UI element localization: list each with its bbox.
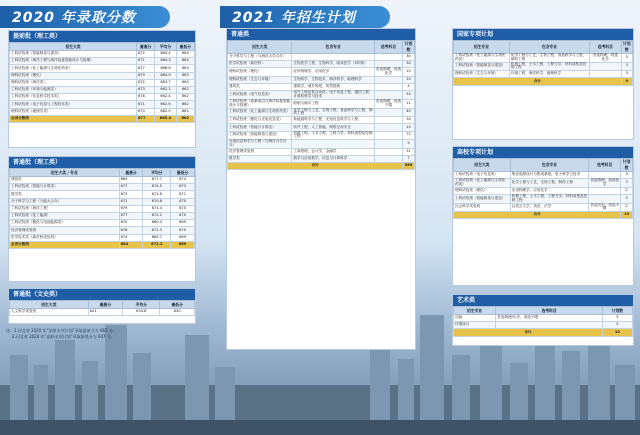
plan-table-general (227, 40, 415, 170)
table-cell (374, 140, 402, 149)
table-cell: 化学工程与工艺，生物工程，食品科学与工程，制药工程 (293, 107, 373, 116)
table-cell: 672.2 (143, 241, 171, 248)
table-cell: 673 (171, 184, 195, 191)
table-row (10, 212, 195, 219)
table-row (10, 51, 195, 58)
table-cell: 首选物理，再选化学 (590, 54, 622, 63)
table-cell: 人文科学试验班 (10, 309, 89, 316)
table-cell: 671 (119, 198, 143, 205)
table-cell (374, 124, 402, 131)
panel-national-special (452, 28, 634, 140)
table-cell: 677.7 (143, 177, 171, 184)
table-cell: 30 (403, 54, 415, 61)
title-2020-scores (0, 6, 170, 28)
section-header: 高校专项计划 (453, 147, 633, 158)
table-cell: 666.6 (155, 65, 176, 72)
total-row (454, 78, 633, 85)
table-cell: 5 (602, 315, 632, 322)
table-cell: 工科试验班（智能制造与建造） (454, 194, 511, 203)
footnote-1: 注：1.河北省 2020 年“国家专项计划”录取最低分为 663 分。 (6, 328, 117, 333)
column-header: 计划数 (623, 41, 631, 52)
table-cell: 635.8 (123, 309, 160, 316)
table-cell: 11 (403, 99, 415, 108)
table-cell (374, 148, 402, 155)
table-cell: 5 (602, 322, 632, 329)
column-header: 最低分 (176, 43, 194, 51)
table-cell: 动画 (454, 315, 496, 322)
table-cell: 数学与应用数学，信息与计算科学 (292, 155, 374, 162)
table-cell: 工科试验班（环境与能源类） (10, 86, 137, 93)
table-row (454, 322, 633, 329)
plan-table-arts (453, 306, 633, 337)
table-cell: 理科试验班（地理学类） (10, 108, 137, 115)
table-cell: 664.4 (155, 51, 176, 58)
table-row (228, 76, 415, 83)
table-cell: 经济管理试验班 (10, 227, 120, 234)
table-row (454, 62, 633, 71)
table-cell: 671 (171, 191, 195, 198)
table-cell: 2 (621, 203, 633, 212)
section-header: 国家专项计划 (453, 29, 633, 40)
table-cell: 首选物理，再选不限 (375, 98, 402, 107)
table-cell: 工科试验班（智能制造与建造） (454, 62, 510, 71)
table-cell: 662 (176, 86, 194, 93)
column-header: 最高分 (136, 43, 154, 51)
table-cell: 3 (621, 62, 632, 71)
table-cell: 670 (171, 227, 195, 234)
table-cell (374, 155, 402, 162)
table-cell: 673 (136, 86, 154, 93)
section-header: 普通类 (227, 29, 415, 40)
column-header: 最低分 (160, 301, 195, 309)
table-cell: 新能源科学与工程，光电信息科学与工程 (292, 117, 374, 124)
table-cell (374, 108, 402, 117)
column-header: 平均分 (155, 43, 176, 51)
table-cell: 5 (403, 140, 415, 149)
column-header: 招生大类 (454, 159, 511, 172)
total-label: 合计 (454, 78, 622, 85)
table-cell: 工科试验班（电子信息与工程技术类） (10, 101, 137, 108)
table-cell: 环境工程，海洋科学，地理科学 (509, 71, 589, 78)
panel-2020-advance-science (8, 30, 196, 148)
table-cell: 684 (119, 177, 143, 184)
table-cell (590, 62, 622, 71)
table-cell: 670 (136, 108, 154, 115)
table-cell: 分子科学与工程（天能大合办） (10, 198, 120, 205)
table-cell: 生物医学工程，生物科学，临床医学（5年制） (292, 61, 374, 68)
column-header: 最高分 (88, 301, 123, 309)
table-row (10, 101, 195, 108)
total-row (454, 212, 633, 219)
table-cell: 670 (171, 212, 195, 219)
score-table-arts (9, 300, 195, 316)
table-cell: 理科试验班（海洋类） (10, 79, 137, 86)
table-cell: 672 (136, 79, 154, 86)
table-cell: 662 (176, 115, 194, 122)
table-cell: 化学工程与工艺，生物工程，食品科学与工程，制药工程 (509, 54, 589, 63)
table-cell: 663 (176, 79, 194, 86)
table-cell: 工科试验班（高新前沿与海洋装备智能设计与管理） (229, 98, 291, 107)
table-cell (292, 140, 374, 149)
table-cell: 7 (403, 155, 415, 162)
table-row (454, 179, 633, 188)
table-row (228, 155, 415, 162)
table-cell: 机械工程，土木工程，工程力学，材料成型及控制工程 (509, 62, 589, 71)
table-row (228, 68, 415, 77)
table-cell: 670.8 (143, 198, 171, 205)
table-cell: 电气工程及其自动化，电子信息工程，通信工程，计算机科学与技术 (293, 90, 373, 99)
total-value: 10 (602, 329, 632, 336)
table-cell: 建筑类 (10, 177, 120, 184)
table-cell: 671.4 (143, 205, 171, 212)
table-cell: 670 (119, 220, 143, 227)
table-cell: 机械工程，土木工程，工程力学，材料成型及控制工程 (511, 193, 588, 202)
table-cell: 664 (176, 51, 194, 58)
table-row (228, 108, 415, 117)
column-header: 包含专业 (510, 159, 589, 172)
table-row (10, 86, 195, 93)
panel-2021-general (226, 28, 416, 350)
table-cell (589, 187, 621, 194)
table-cell: 3 (621, 71, 632, 78)
table-cell: 665.4 (155, 115, 176, 122)
table-cell: 工科试验班（智能制造与建造） (228, 131, 292, 140)
column-header: 招生大类 (10, 301, 89, 309)
table-cell: 医学试验班（新医科） (228, 61, 292, 68)
table-cell: 641 (88, 309, 123, 316)
column-header: 招生专业 (454, 41, 510, 54)
table-cell (374, 76, 402, 83)
table-cell: 669.7 (143, 234, 171, 241)
table-cell: 670 (171, 198, 195, 205)
table-cell: 工科试验班（化工能源与生命医药类） (228, 108, 292, 117)
table-cell: 工科试验班（化工能源与生命医药类） (454, 179, 511, 188)
table-cell (589, 194, 621, 203)
column-header: 包含专业 (292, 41, 374, 54)
table-cell: 应用物理学，应用化学 (292, 68, 374, 77)
table-row (10, 220, 195, 227)
table-cell: 676 (119, 227, 143, 234)
table-cell: 工科试验班（化工能源与生命医药类） (454, 54, 510, 63)
section-header: 普通批（文史类） (9, 289, 195, 300)
table-cell: 船舶与海洋工程 (292, 99, 374, 108)
table-cell: 663 (176, 65, 194, 72)
table-row (228, 124, 415, 131)
table-cell: 数学类 (228, 155, 292, 162)
table-row (10, 309, 195, 316)
column-header: 平均分 (143, 169, 171, 177)
table-row (10, 58, 195, 65)
table-cell: 669.4 (143, 220, 171, 227)
panel-university-special (452, 146, 634, 286)
table-cell: 化学工程与工艺，生物工程，制药工程 (510, 179, 589, 188)
table-cell: 669 (171, 220, 195, 227)
table-cell: 662.2 (155, 86, 176, 93)
table-cell: 677 (119, 212, 143, 219)
table-cell: 674 (119, 234, 143, 241)
table-cell: 662.6 (155, 101, 176, 108)
table-cell: 34 (403, 117, 415, 124)
table-cell: 674 (171, 177, 195, 184)
section-header: 艺术类 (453, 295, 633, 306)
table-cell: 669 (171, 234, 195, 241)
table-row (10, 205, 195, 212)
column-header: 最低分 (171, 169, 195, 177)
table-cell: 工科试验班（智能与计算类） (10, 184, 120, 191)
table-cell: 环境设计 (454, 322, 496, 329)
table-cell: 664.9 (155, 72, 176, 79)
table-cell: 光电信息科学与工程（与海洋大学合办） (228, 140, 292, 149)
panel-arts (452, 294, 634, 346)
table-cell: 工商管理，会计学，金融学 (292, 148, 374, 155)
table-cell: 数学类 (10, 191, 120, 198)
column-header: 计划数 (621, 159, 633, 172)
plan-table-university (453, 158, 633, 219)
table-cell: 678 (136, 94, 154, 101)
table-cell: 669 (171, 241, 195, 248)
table-cell: 工科试验班（镀化与电池能源类） (10, 220, 120, 227)
table-row (10, 94, 195, 101)
total-label: 合计 (454, 212, 621, 219)
table-cell: 分子科学与工程（与海洋大学合办） (228, 54, 292, 61)
table-cell: 工科试验班（信息科学技术类） (10, 94, 137, 101)
table-cell: 工科试验班（化工能源与生命医药类） (10, 65, 137, 72)
table-cell: 集成电路设计与集成系统，电子科学与技术 (510, 172, 589, 179)
table-cell: 670 (171, 205, 195, 212)
total-value: 9 (621, 78, 632, 85)
table-cell: 672.3 (143, 227, 171, 234)
table-row (10, 198, 195, 205)
column-header: 招生专业 (454, 307, 496, 315)
table-cell: 建筑学，城乡规划，风景园林 (292, 84, 374, 91)
table-cell: 72 (403, 131, 415, 140)
title-2021-plan (220, 6, 390, 28)
table-cell: 671.8 (143, 191, 171, 198)
table-cell: 理科试验班（生态与环境） (454, 71, 510, 78)
score-table-regular (9, 168, 195, 249)
table-cell: 15 (403, 124, 415, 131)
column-header: 招生大类 (10, 43, 137, 51)
total-value: 369 (403, 163, 415, 170)
table-cell: 671 (136, 58, 154, 65)
table-cell: 首选物理/历史，再选不限 (496, 315, 603, 322)
table-cell: 664 (176, 58, 194, 65)
table-row (10, 115, 195, 122)
table-row (228, 117, 415, 124)
column-header: 包含专业 (509, 41, 589, 54)
table-cell: 630 (160, 309, 195, 316)
table-cell: 3 (621, 179, 633, 188)
table-cell: 677 (136, 115, 154, 122)
table-cell: 全省分数线 (10, 115, 137, 122)
total-row (454, 329, 633, 336)
table-cell: 40 (403, 108, 415, 117)
table-row (454, 71, 633, 78)
footnotes (6, 328, 206, 339)
table-cell: 工科试验班（智能与计算类） (228, 124, 292, 131)
total-value: 15 (621, 212, 633, 219)
table-cell: 工科试验班（海洋工程与海洋装备智能设计与管理） (10, 58, 137, 65)
column-header: 计划数 (602, 307, 632, 315)
table-cell: 理科试验班（理化） (228, 68, 292, 77)
table-row (10, 108, 195, 115)
score-table-advance (9, 42, 195, 123)
table-cell: 10 (403, 68, 415, 77)
table-row (228, 148, 415, 155)
table-cell: 662.4 (155, 94, 176, 101)
section-header: 普通批（理工类） (9, 157, 195, 168)
table-cell: 工科试验班（化工能源） (10, 212, 120, 219)
table-cell (292, 54, 374, 61)
table-cell: 医学技术类（新医科试验班） (10, 234, 120, 241)
table-cell: 机械工程，土木工程，工程力学，材料成型及控制工程 (293, 130, 373, 139)
table-cell: 工科试验班（电子信息类） (454, 172, 511, 179)
total-row (228, 163, 415, 170)
table-cell: 663.7 (155, 79, 176, 86)
table-cell (374, 117, 402, 124)
table-cell: 工科试验班（镀化与光电信息类） (228, 117, 292, 124)
table-cell: 理科试验班（理化） (10, 72, 137, 79)
column-header: 选考科目 (374, 41, 402, 54)
table-cell: 3 (621, 172, 633, 179)
table-row (454, 54, 633, 63)
column-header: 招生大类 (228, 41, 292, 54)
table-row (228, 99, 415, 108)
table-cell: 首选物理，再选化学 (590, 178, 620, 186)
table-cell: 662 (176, 108, 194, 115)
section-header: 提前批（理工类） (9, 31, 195, 42)
table-cell (374, 54, 402, 61)
panel-2020-regular-arts (8, 288, 196, 324)
title-2020-text: 2020 年录取分数 (12, 10, 136, 26)
table-cell: 662.0 (155, 108, 176, 115)
table-cell: 684 (119, 241, 143, 248)
table-cell: 672 (136, 51, 154, 58)
table-cell: 首选物理，再选化学 (375, 67, 402, 76)
table-row (228, 54, 415, 61)
table-row (10, 241, 195, 248)
table-cell: 663 (176, 72, 194, 79)
table-row (10, 177, 195, 184)
table-cell: 经济管理试验班 (228, 148, 292, 155)
table-cell: 671 (136, 101, 154, 108)
table-cell (590, 71, 622, 78)
table-cell: 2 (621, 187, 633, 194)
table-cell: 30 (403, 61, 415, 68)
table-row (10, 65, 195, 72)
table-cell: 10 (403, 76, 415, 83)
table-cell: 工科试验班（智能制造与建造） (10, 51, 137, 58)
table-cell: 677 (119, 184, 143, 191)
table-cell: 理科试验班（理化） (454, 187, 511, 194)
total-label: 合计 (454, 329, 603, 336)
table-row (454, 194, 633, 203)
table-cell (374, 131, 402, 140)
table-cell: 理科试验班（生态与环境） (228, 76, 292, 83)
table-cell: 662 (176, 101, 194, 108)
table-cell: 首选历史，再选不限 (590, 202, 620, 211)
table-cell: 汉语言文学，英语，法学 (510, 203, 589, 212)
table-cell: 679 (119, 205, 143, 212)
table-cell: 674.5 (143, 184, 171, 191)
table-cell: 3 (621, 54, 632, 63)
table-cell: 55 (403, 91, 415, 100)
table-cell: 672.2 (143, 212, 171, 219)
table-row (10, 79, 195, 86)
table-row (228, 140, 415, 149)
column-header: 平均分 (123, 301, 160, 309)
table-cell: 生物科学，生物技术，海洋科学，地理科学 (292, 76, 374, 83)
table-cell: 应用物理学，应用化学 (510, 187, 589, 194)
column-header: 招生大类 / 专业 (10, 169, 120, 177)
table-cell: 5 (621, 194, 633, 203)
table-cell: 662 (176, 94, 194, 101)
table-cell: 4 (403, 84, 415, 91)
title-2021-text: 2021 年招生计划 (232, 10, 356, 26)
table-cell: 677 (136, 65, 154, 72)
total-label: 合计 (228, 163, 403, 170)
table-cell: 664.3 (155, 58, 176, 65)
table-cell (496, 322, 603, 329)
column-header: 选考科目 (590, 41, 622, 54)
column-header: 最高分 (119, 169, 143, 177)
table-cell: 673 (119, 191, 143, 198)
table-cell: 31 (403, 148, 415, 155)
table-cell: 全省分数线 (10, 241, 120, 248)
table-row (10, 184, 195, 191)
table-row (10, 191, 195, 198)
table-cell: 软件工程，人工智能，网络空间安全 (292, 124, 374, 131)
table-cell: 工科试验班（海洋工程） (10, 205, 120, 212)
table-cell: 679 (136, 72, 154, 79)
column-header: 计划数 (403, 41, 415, 54)
table-row (10, 227, 195, 234)
table-row (10, 72, 195, 79)
table-cell (374, 84, 402, 91)
table-row (454, 203, 633, 212)
table-row (454, 315, 633, 322)
panel-2020-regular-science (8, 156, 196, 282)
footnote-2: 2.河北省 2020 年“高校专项计划”录取最低分为 647 分。 (12, 333, 115, 339)
table-cell: 建筑类 (228, 84, 292, 91)
table-row (10, 234, 195, 241)
column-header: 选考科目 (496, 307, 603, 315)
plan-table-national (453, 40, 633, 86)
table-cell: 工科试验班（电气信息类） (228, 91, 292, 100)
column-header: 选考科目 (589, 159, 621, 172)
table-cell: 社会科学试验班 (454, 203, 511, 212)
